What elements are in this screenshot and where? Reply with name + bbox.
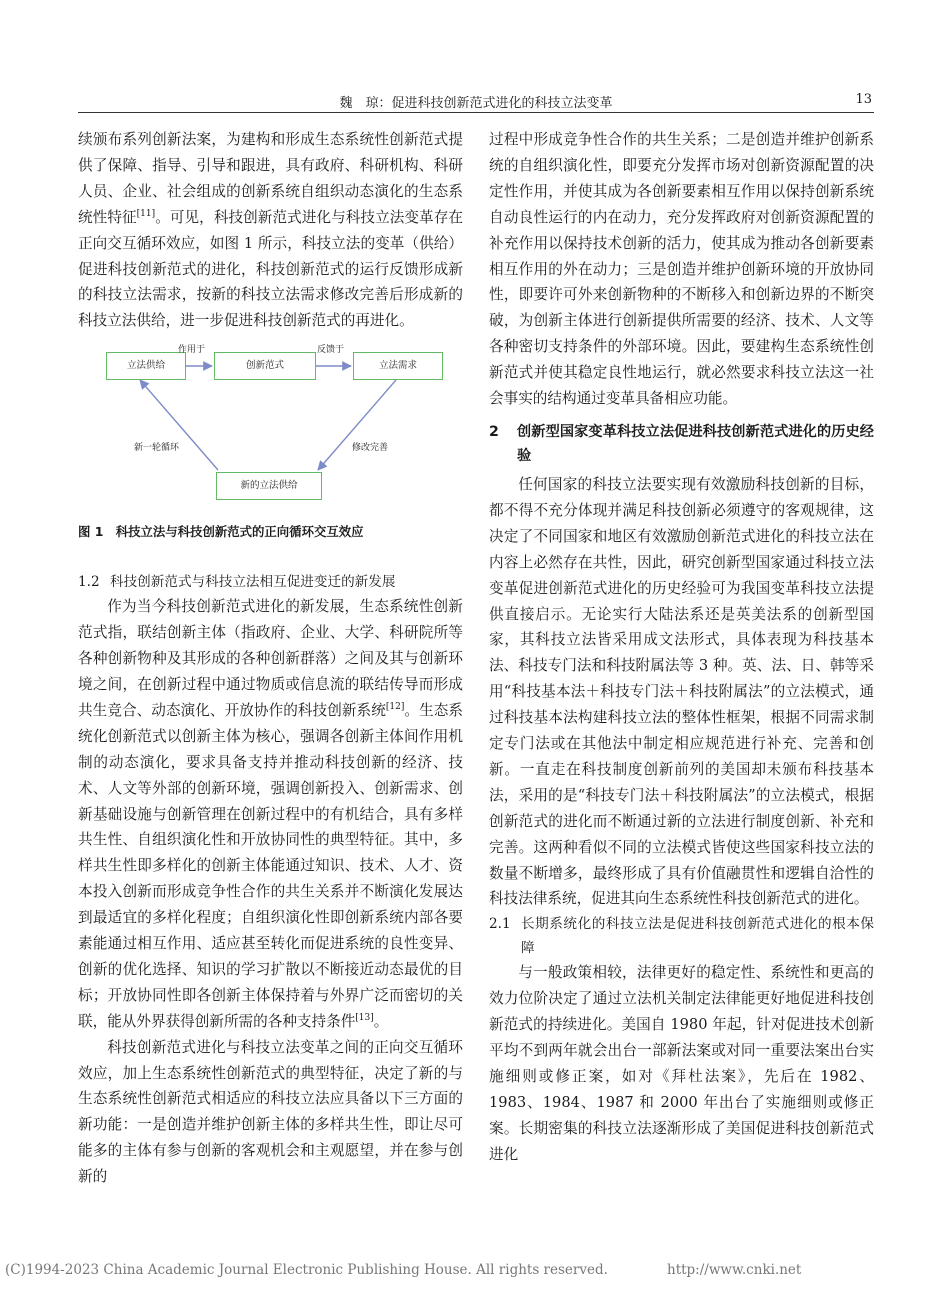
node-legislative-supply: 立法供给 (106, 352, 186, 380)
figure-1-diagram (78, 342, 463, 522)
section-heading-1-2: 1.2 科技创新范式与科技立法相互促进变迁的新发展 (78, 574, 396, 591)
paragraph: 科技创新范式进化与科技立法变革之间的正向交互循环效应，加上生态系统性创新范式的典型特征，决定了新的与生态系统性创新范式相适应的科技立法应具备以下三方面的新功能：一是创造并维护创新主体的多样共生性，即让尽可能多的主体有参与创新的客观机会和主观愿望，并在参与创新的 (78, 1038, 463, 1186)
citation-ref[interactable]: [13] (355, 1012, 374, 1023)
paragraph: 续颁布系列创新法案，为建构和形成生态系统性创新范式提供了保障、指导、引导和跟进，具有政府、科研机构、科研人员、企业、社会组成的创新系统自组织动态演化的生态系统性特征[11]。可见，科技创新范式进化与科技立法变革存在正向交互循环效应，如图 1 所示，科技立法的变革（供给）促进科技创新范式的进化，科技创新范式的运行反馈形成新的科技立法需求，按新的科技立法需求修改完善后形成新的科技立法供给，进一步促进科技创新范式的再进化。 (78, 131, 463, 330)
node-new-legislative-supply: 新的立法供给 (216, 472, 322, 500)
edge-label-new-cycle: 新一轮循环 (134, 443, 180, 454)
paragraph: 任何国家的科技立法要实现有效激励科技创新的目标，都不得不充分体现并满足科技创新必须遵守的客观规律，这决定了不同国家和地区有效激励创新范式进化的科技立法在内容上必然存在共性，因此，研究创新型国家通过科技立法变革促进创新范式进化的历史经验可为我国变革科技立法提供直接启示。无论实行大陆法系还是英美法系的创新型国家，其科技立法皆采用成文法形式，具体表现为科技基本法、科技专门法和科技附属法等 3 种。英、法、日、韩等采用“科技基本法＋科技专门法＋科技附属法”的立法模式，通过科技基本法构建科技立法的整体性框架，根据不同需求制定专门法或在其他法中制定相应规范进行补充、完善和创新。一直走在科技制度创新前列的美国却未颁布科技基本法，采用的是“科技专门法＋科技附属法”的立法模式，根据创新范式的进化而不断通过新的立法进行制度创新、补充和完善。这两种看似不同的立法模式皆使这些国家科技立法的数量不断增多，最终形成了具有价值融贯性和逻辑自洽性的科技法律系统，促进其向生态系统性科技创新范式的进化。 (489, 475, 874, 908)
node-legislative-demand: 立法需求 (353, 352, 443, 380)
right-column (489, 127, 874, 1168)
footer-url[interactable]: http://www.cnki.net (667, 1262, 802, 1278)
paragraph: 过程中形成竞争性合作的共生关系；二是创造并维护创新系统的自组织演化性，即要充分发挥市场对创新资源配置的决定性作用，并使其成为各创新要素相互作用以保持创新系统自动良性运行的内在动力，充分发挥政府对创新资源配置的补充作用以保持技术创新的活力，使其成为推动各创新要素相互作用的外在动力；三是创造并维护创新环境的开放协同性，即要许可外来创新物种的不断移入和创新边界的不断突破，为创新主体进行创新提供所需要的经济、技术、人文等各种密切支持条件的外部环境。因此，要建构生态系统性创新范式并使其稳定良性地运行，就必然要求科技立法这一社会事实的结构通过变革具备相应功能。 (489, 131, 874, 408)
left-column (78, 127, 463, 1190)
running-header (78, 90, 874, 113)
citation-ref[interactable]: [12] (385, 701, 405, 712)
running-title: 魏 琼：促进科技创新范式进化的科技立法变革 (339, 96, 613, 111)
arrow-revise (318, 380, 396, 470)
edge-label-feedback: 反馈于 (317, 345, 345, 356)
edge-label-acts-on: 作用于 (178, 345, 206, 356)
page-number: 13 (855, 92, 872, 107)
figure-caption: 图 1 科技立法与科技创新范式的正向循环交互效应 (78, 524, 364, 540)
copyright-text: (C)1994-2023 China Academic Journal Electronic Publishing House. All rights reserved. (5, 1262, 608, 1278)
paragraph: 作为当今科技创新范式进化的新发展，生态系统性创新范式指，联结创新主体（指政府、企业、大学、科研院所等各种创新物种及其形成的各种创新群落）之间及其与创新环境之间，在创新过程中通过物质或信息流的联结传导而形成共生竞合、动态演化、开放协作的科技创新系统[12]。生态系统化创新范式以创新主体为核心，强调各创新主体间作用机制的动态演化，要求具备支持并推动科技创新的经济、技术、人文等外部的创新环境，强调创新投入、创新需求、创新基础设施与创新管理在创新过程中的有机结合，具有多样共生性、自组织演化性和开放协同性的典型特征。其中，多样共生性即多样化的创新主体能通过知识、技术、人才、资本投入创新而形成竞争性合作的共生关系并不断演化发展达到最适宜的多样化程度；自组织演化性即创新系统内部各要素能通过相互作用、适应甚至转化而促进系统的良性变异、创新的优化选择、知识的学习扩散以不断接近动态最优的目标；开放协同性即各创新主体保持着与外界广泛而密切的关联，能从外界获得创新所需的各种支持条件[13]。 (78, 598, 463, 1030)
arrow-new-cycle (140, 380, 218, 470)
node-innovation-paradigm: 创新范式 (214, 352, 316, 380)
section-heading-2-1: 2.1 长期系统化的科技立法是促进科技创新范式进化的根本保障 (489, 916, 874, 957)
citation-ref[interactable]: [11] (136, 208, 156, 219)
edge-label-revise: 修改完善 (352, 443, 389, 454)
paragraph: 与一般政策相较，法律更好的稳定性、系统性和更高的效力位阶决定了通过立法机关制定法律能更好地促进科技创新范式的持续进化。美国自 1980 年起，针对促进技术创新平均不到两年就会出台一部新法案或对同一重要法案出台实施细则或修正案，如对《拜杜法案》，先后在 1982、1983、1984、1987 和 2000 年出台了实施细则或修正案。长期密集的科技立法逐渐形成了美国促进科技创新范式进化 (489, 964, 874, 1163)
section-heading-2: 2 创新型国家变革科技立法促进科技创新范式进化的历史经验 (489, 423, 874, 464)
